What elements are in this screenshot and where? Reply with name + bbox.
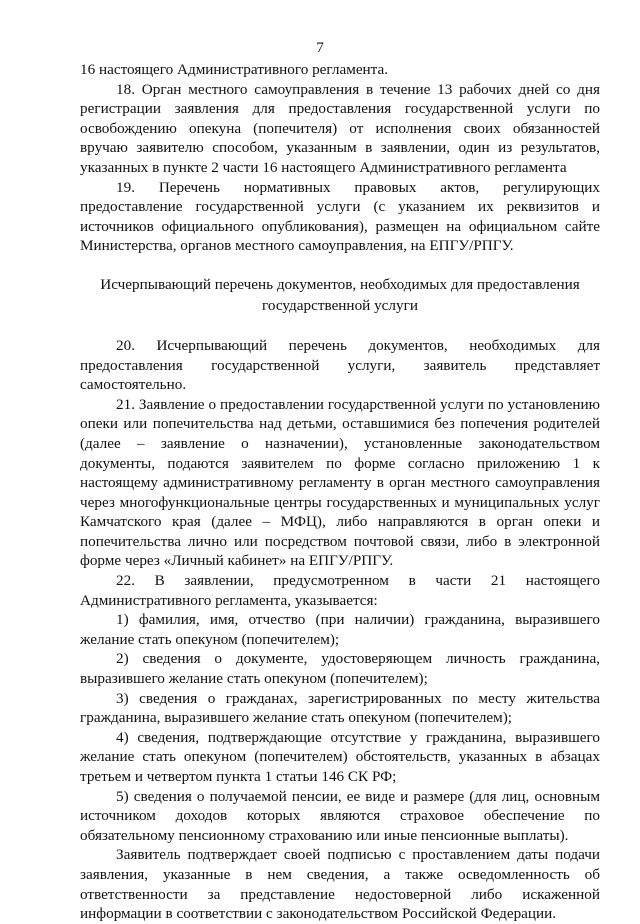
paragraph-continuation: 16 настоящего Административного регламента. bbox=[80, 61, 389, 78]
paragraph-22: 22. В заявлении, предусмотренном в части 21 настоящего Административного регламента, указывается: bbox=[80, 572, 600, 609]
list-item-2: 2) сведения о документе, удостоверяющем личность гражданина, выразившего желание стать опекуном (попечителем); bbox=[80, 650, 600, 688]
document-body bbox=[80, 60, 600, 924]
list-item-3: 3) сведения о гражданах, зарегистрированных по месту жительства гражданина, выразившего желание стать опекуном (попечителем); bbox=[80, 689, 600, 727]
paragraph-18: 18. Орган местного самоуправления в течение 13 рабочих дней со дня регистрации заявления для предоставления государственной услуги по освобождению опекуна (попечителя) от исполнения своих обязанностей вручаю заявителю способом, указанным в заявлении, один из результатов, указанных в пункте 2 части 16 настоящего Административного регламента bbox=[80, 80, 600, 176]
list-item-1: 1) фамилия, имя, отчество (при наличии) гражданина, выразившего желание стать опекуном (попечителем); bbox=[80, 611, 600, 648]
list-item-5: 5) сведения о получаемой пенсии, ее виде и размере (для лиц, основным источником доходов которых являются страховое обеспечение по обязательному пенсионному страхованию или иные пенсионные выплаты). bbox=[80, 787, 600, 844]
paragraph-20: 20. Исчерпывающий перечень документов, необходимых для предоставления государственной услуги, заявитель представляет самостоятельно. bbox=[80, 336, 600, 394]
page-number: 7 bbox=[316, 39, 324, 56]
paragraph-21: 21. Заявление о предоставлении государственной услуги по установлению опеки или попечительства над детьми, оставшимися без попечения родителей (далее – заявление о назначении), установленные законодательством документы, подаются заявителем по форме согласно приложению 1 к настоящему административному регламенту в орган местного самоуправления через многофункциональные центры государственных и муниципальных услуг Камчатского края (далее – МФЦ), либо направляются в орган опеки и попечительства лично или посредством почтовой связи, либо в электронной форме через «Личный кабинет» на ЕПГУ/РПГУ. bbox=[80, 395, 600, 570]
paragraph-19: 19. Перечень нормативных правовых актов, регулирующих предоставление государственной услуги (с указанием их реквизитов и источников официального опубликования), размещен на официальном сайте Министерства, органов местного самоуправления, на ЕПГУ/РПГУ. bbox=[80, 178, 600, 255]
paragraph-confirmation: Заявитель подтверждает своей подписью с проставлением даты подачи заявления, указанные в нем сведения, а также осведомленность об ответственности за представление недостоверной либо искаженной информации в соответствии с законодательством Российской Федерации. bbox=[80, 846, 600, 923]
section-heading: Исчерпывающий перечень документов, необходимых для предоставления государственной услуги bbox=[100, 275, 580, 314]
list-item-4: 4) сведения, подтверждающие отсутствие у гражданина, выразившего желание стать опекуном (попечителем) обстоятельств, указанных в абзацах третьем и четвертом пункта 1 статьи 146 СК РФ; bbox=[80, 728, 600, 785]
